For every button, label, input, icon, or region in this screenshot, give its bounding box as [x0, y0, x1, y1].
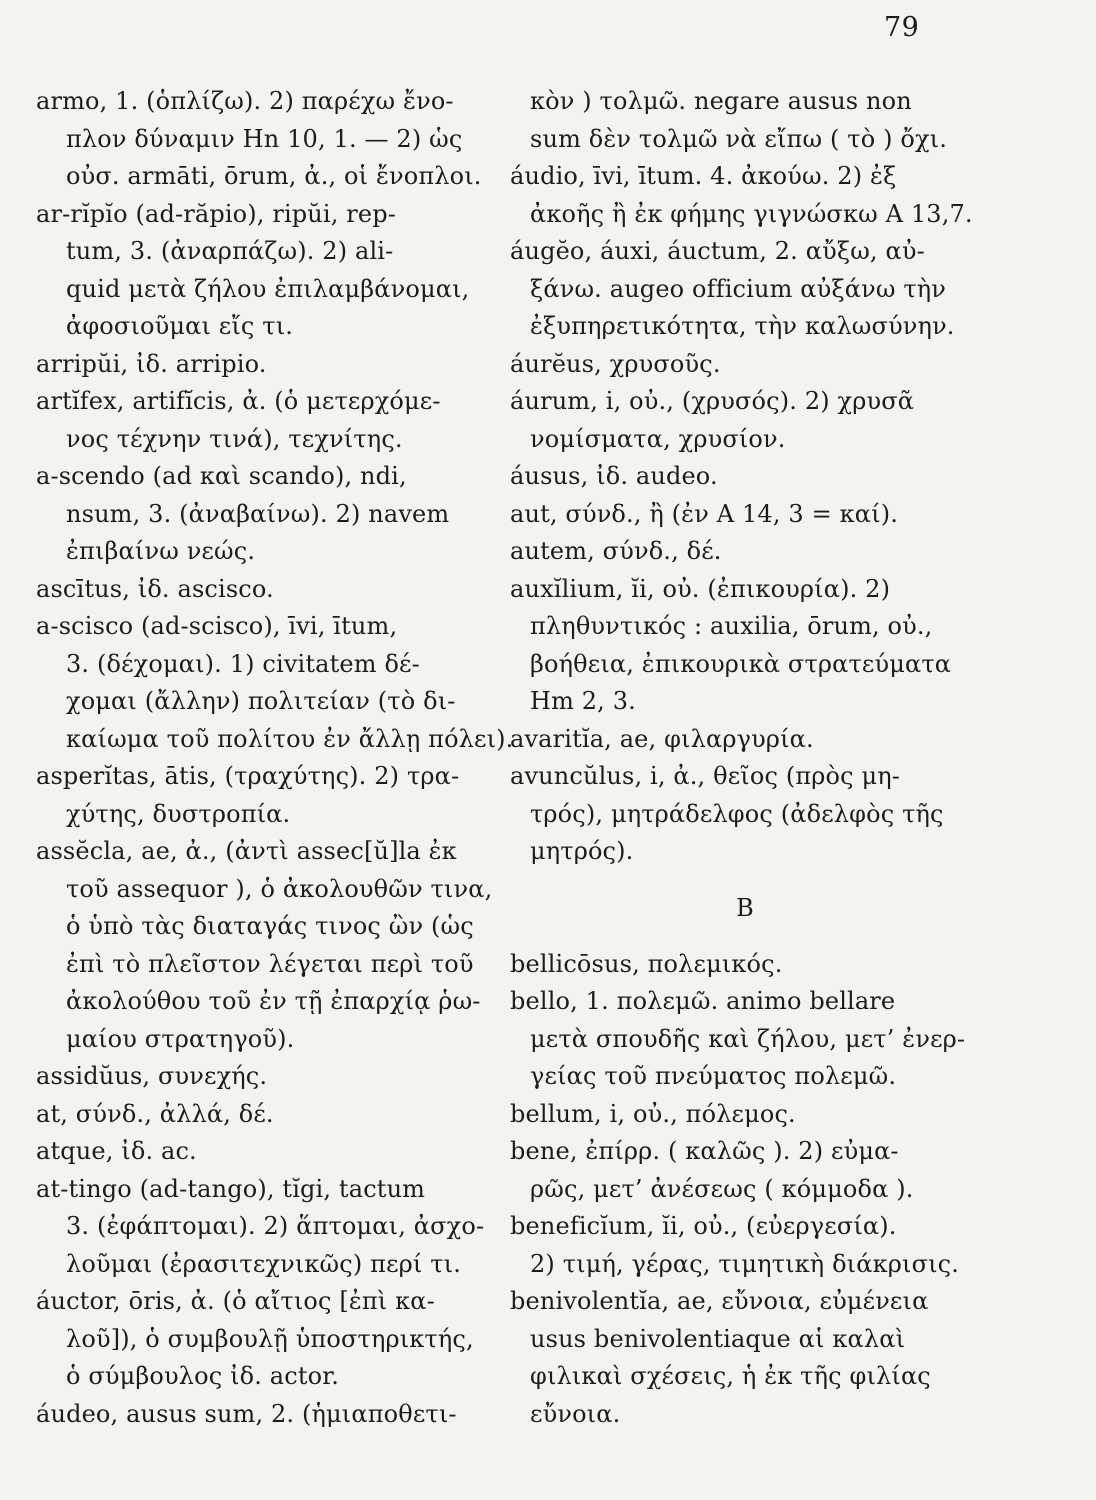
- entry-line: χομαι (ἄλλην) πολιτείαν (τὸ δι-: [66, 687, 456, 715]
- entry-line: ἀκοῆς ἢ ἐκ φήμης γιγνώσκω A 13,7.: [530, 199, 973, 228]
- section-letter-heading: B: [736, 893, 754, 922]
- page-number: 79: [884, 12, 920, 43]
- entry-line: ἀκολούθου τοῦ ἐν τῇ ἐπαρχίᾳ ῥω-: [66, 987, 481, 1015]
- entry-line: ἀφοσιοῦμαι εἴς τι.: [66, 312, 294, 340]
- entry-line: at, σύνδ., ἀλλά, δέ.: [36, 1099, 274, 1128]
- entry-line: μητρός).: [530, 837, 634, 865]
- entry-line: bellicōsus, πολεμικός.: [510, 949, 783, 978]
- entry-line: autem, σύνδ., δέ.: [510, 537, 722, 565]
- entry-line: ρῶς, μετ’ ἀνέσεως ( κόμμοδα ).: [530, 1174, 914, 1203]
- left-column: [36, 83, 514, 1433]
- entry-line: βοήθεια, ἐπικουρικὰ στρατεύματα: [530, 649, 952, 678]
- entry-line: quid μετὰ ζήλου ἐπιλαμβάνομαι,: [66, 274, 470, 303]
- entry-line: φιλικαὶ σχέσεις, ἡ ἐκ τῆς φιλίας: [530, 1362, 931, 1390]
- entry-line: assidŭus, συνεχής.: [36, 1062, 268, 1090]
- entry-line: ar-rĭpĭo (ad-răpio), ripŭi, rep-: [36, 199, 397, 228]
- entry-line: 3. (ἐφάπτομαι). 2) ἅπτομαι, ἀσχο-: [66, 1212, 485, 1240]
- entry-line: 3. (δέχομαι). 1) civitatem δέ-: [66, 649, 420, 678]
- entry-line: assĕcla, ae, ἀ., (ἀντὶ assec[ŭ]la ἐκ: [36, 837, 457, 865]
- entry-line: λοῦμαι (ἐρασιτεχνικῶς) περί τι.: [66, 1249, 462, 1278]
- entry-line: εὔνοια.: [530, 1399, 621, 1428]
- entry-line: πλον δύναμιν Hn 10, 1. — 2) ὡς: [66, 124, 463, 153]
- entry-line: ἐπὶ τὸ πλεῖστον λέγεται περὶ τοῦ: [66, 949, 474, 978]
- entry-line: χύτης, δυστροπία.: [66, 799, 291, 828]
- entry-line: κὸν ) τολμῶ. negare ausus non: [530, 87, 912, 115]
- entry-line: arripŭi, ἰδ. arripio.: [36, 349, 267, 378]
- entry-line: sum δὲν τολμῶ νὰ εἴπω ( τὸ ) ὄχι.: [530, 124, 948, 153]
- entry-line: πληθυντικός : auxilia, ōrum, οὐ.,: [530, 612, 933, 640]
- entry-line: atque, ἰδ. ac.: [36, 1137, 197, 1165]
- entry-line: aut, σύνδ., ἢ (ἐν A 14, 3 = καί).: [510, 499, 898, 528]
- entry-line: Hm 2, 3.: [530, 687, 636, 715]
- entry-line: καίωμα τοῦ πολίτου ἐν ἄλλῃ πόλει).: [66, 724, 514, 753]
- entry-line: asperĭtas, ātis, (τραχύτης). 2) τρα-: [36, 762, 460, 790]
- entry-line: áusus, ἰδ. audeo.: [510, 462, 718, 490]
- entry-line: τοῦ assequor ), ὁ ἀκολουθῶν τινα,: [66, 874, 493, 903]
- entry-line: áurĕus, χρυσοῦς.: [510, 349, 721, 378]
- entry-line: artĭfex, artifĭcis, ἀ. (ὁ μετερχόμε-: [36, 387, 441, 415]
- entry-line: μαίου στρατηγοῦ).: [66, 1024, 295, 1053]
- entry-line: armo, 1. (ὁπλίζω). 2) παρέχω ἔνο-: [36, 87, 454, 115]
- entry-line: auxĭlium, ĭi, οὐ. (ἐπικουρία). 2): [510, 574, 891, 603]
- entry-line: bene, ἐπίρρ. ( καλῶς ). 2) εὐμα-: [510, 1137, 899, 1165]
- entry-line: benivolentĭa, ae, εὔνοια, εὐμένεια: [510, 1287, 929, 1315]
- entry-line: áudio, īvi, ītum. 4. ἀκούω. 2) ἐξ: [510, 162, 897, 190]
- entry-line: bellum, i, οὐ., πόλεμος.: [510, 1099, 796, 1128]
- entry-line: áugĕo, áuxi, áuctum, 2. αὔξω, αὐ-: [510, 237, 925, 265]
- entry-line: νος τέχνην τινά), τεχνίτης.: [66, 424, 403, 453]
- entry-line: áudeo, ausus sum, 2. (ἡμιαποθετι-: [36, 1399, 457, 1428]
- entry-line: ὁ ὑπὸ τὰς διαταγάς τινος ὢν (ὡς: [66, 912, 474, 940]
- entry-line: νομίσματα, χρυσίον.: [530, 424, 786, 453]
- entry-line: a-scendo (ad καὶ scando), ndi,: [36, 462, 407, 490]
- entry-line: áurum, i, οὐ., (χρυσός). 2) χρυσᾶ: [510, 387, 915, 415]
- entry-line: μετὰ σπουδῆς καὶ ζήλου, μετ’ ἐνερ-: [530, 1024, 966, 1053]
- entry-line: γείας τοῦ πνεύματος πολεμῶ.: [530, 1062, 897, 1090]
- entry-line: 2) τιμή, γέρας, τιμητικὴ διάκρισις.: [530, 1249, 960, 1278]
- entry-line: ἐπιβαίνω νεώς.: [66, 537, 256, 565]
- entry-line: ascītus, ἰδ. ascisco.: [36, 574, 274, 603]
- entry-line: a-scisco (ad-scisco), īvi, ītum,: [36, 612, 398, 640]
- entry-line: at-tingo (ad-tango), tĭgi, tactum: [36, 1174, 426, 1203]
- entry-line: bello, 1. πολεμῶ. animo bellare: [510, 987, 896, 1015]
- entry-line: ἐξυπηρετικότητα, τὴν καλωσύνην.: [530, 312, 955, 340]
- entry-line: tum, 3. (ἀναρπάζω). 2) ali-: [66, 237, 394, 265]
- entry-line: beneficĭum, ĭi, οὐ., (εὐεργεσία).: [510, 1212, 897, 1240]
- entry-line: λοῦ]), ὁ συμβουλῇ ὑποστηρικτής,: [66, 1324, 474, 1353]
- entry-line: nsum, 3. (ἀναβαίνω). 2) navem: [66, 499, 450, 528]
- entry-line: τρός), μητράδελφος (ἀδελφὸς τῆς: [530, 799, 944, 828]
- entry-line: ὁ σύμβουλος ἰδ. actor.: [66, 1362, 340, 1390]
- entry-line: avaritĭa, ae, φιλαργυρία.: [510, 724, 814, 753]
- entry-line: usus benivolentiaque αἱ καλαὶ: [530, 1324, 906, 1353]
- entry-line: áuctor, ōris, ἀ. (ὁ αἴτιος [ἐπὶ κα-: [36, 1287, 435, 1315]
- right-column: [510, 83, 980, 1433]
- entry-line: ξάνω. augeo officium αὐξάνω τὴν: [530, 274, 947, 303]
- entry-line: οὐσ. armāti, ōrum, ἀ., οἱ ἔνοπλοι.: [66, 162, 482, 190]
- entry-line: avuncŭlus, i, ἀ., θεῖος (πρὸς μη-: [510, 762, 901, 790]
